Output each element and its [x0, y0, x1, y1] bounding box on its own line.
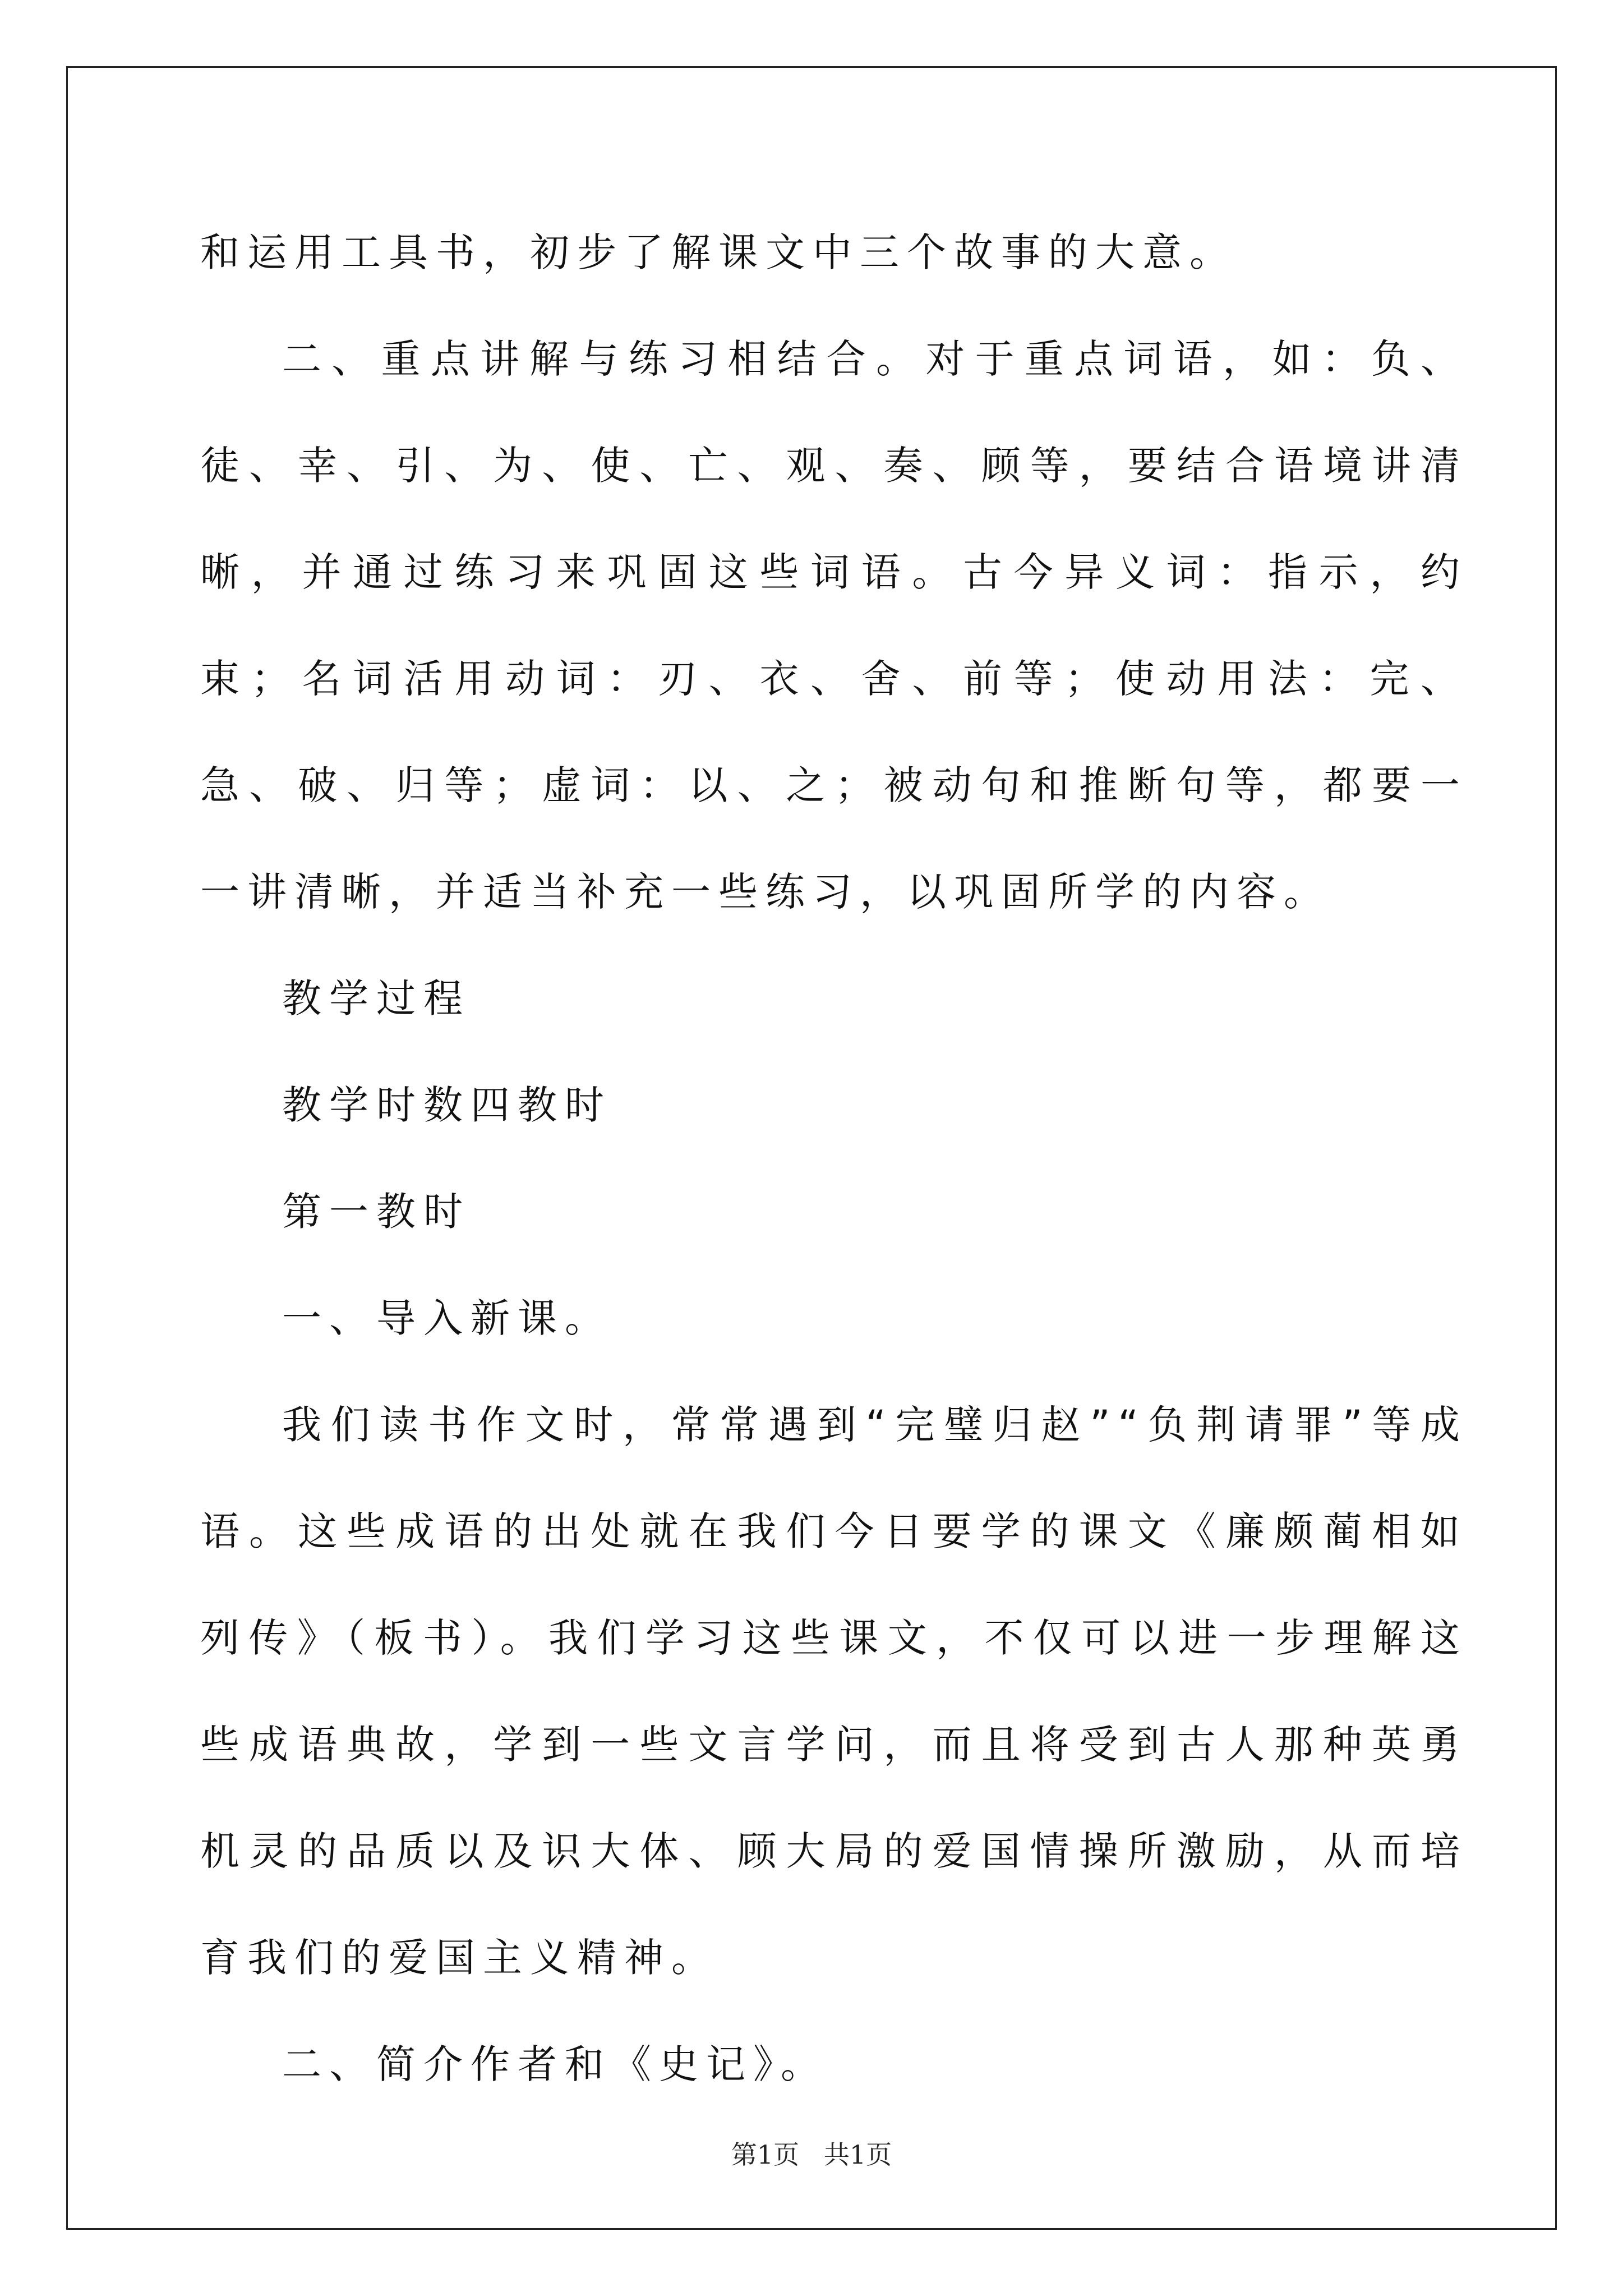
paragraph-5: 第一教时 [282, 1189, 471, 1235]
paragraph-6: 一、导入新课。 [282, 1295, 612, 1341]
document-body [200, 199, 1468, 2118]
paragraph-3-heading: 教学过程 [282, 976, 471, 1022]
paragraph-4: 教学时数四教时 [282, 1082, 612, 1128]
paragraph-8: 二、简介作者和《史记》。 [282, 2041, 828, 2087]
paragraph-1: 和运用工具书，初步了解课文中三个故事的大意。 [200, 229, 1237, 275]
paragraph-2: 二、重点讲解与练习相结合。对于重点词语，如：负、徒、幸、引、为、使、亡、观、奏、顾等，要结合语境讲清晰，并通过练习来巩固这些词语。古今异义词：指示，约束；名词活用动词：刃、衣、舍、前等；使动用法：完、急、破、归等；虚词：以、之；被动句和推断句等，都要一一讲清晰，并适当补充一些练习，以巩固所学的内容。 [200, 336, 1468, 915]
paragraph-7: 我们读书作文时，常常遇到“完璧归赵”“负荆请罪”等成语。这些成语的出处就在我们今日要学的课文《廉颇蔺相如列传》（板书）。我们学习这些课文，不仅可以进一步理解这些成语典故，学到一些文言学问，而且将受到古人那种英勇机灵的品质以及识大体、顾大局的爱国情操所激励，从而培育我们的爱国主义精神。 [200, 1402, 1468, 1981]
page-footer: 第1页 共1页 [731, 2139, 892, 2170]
